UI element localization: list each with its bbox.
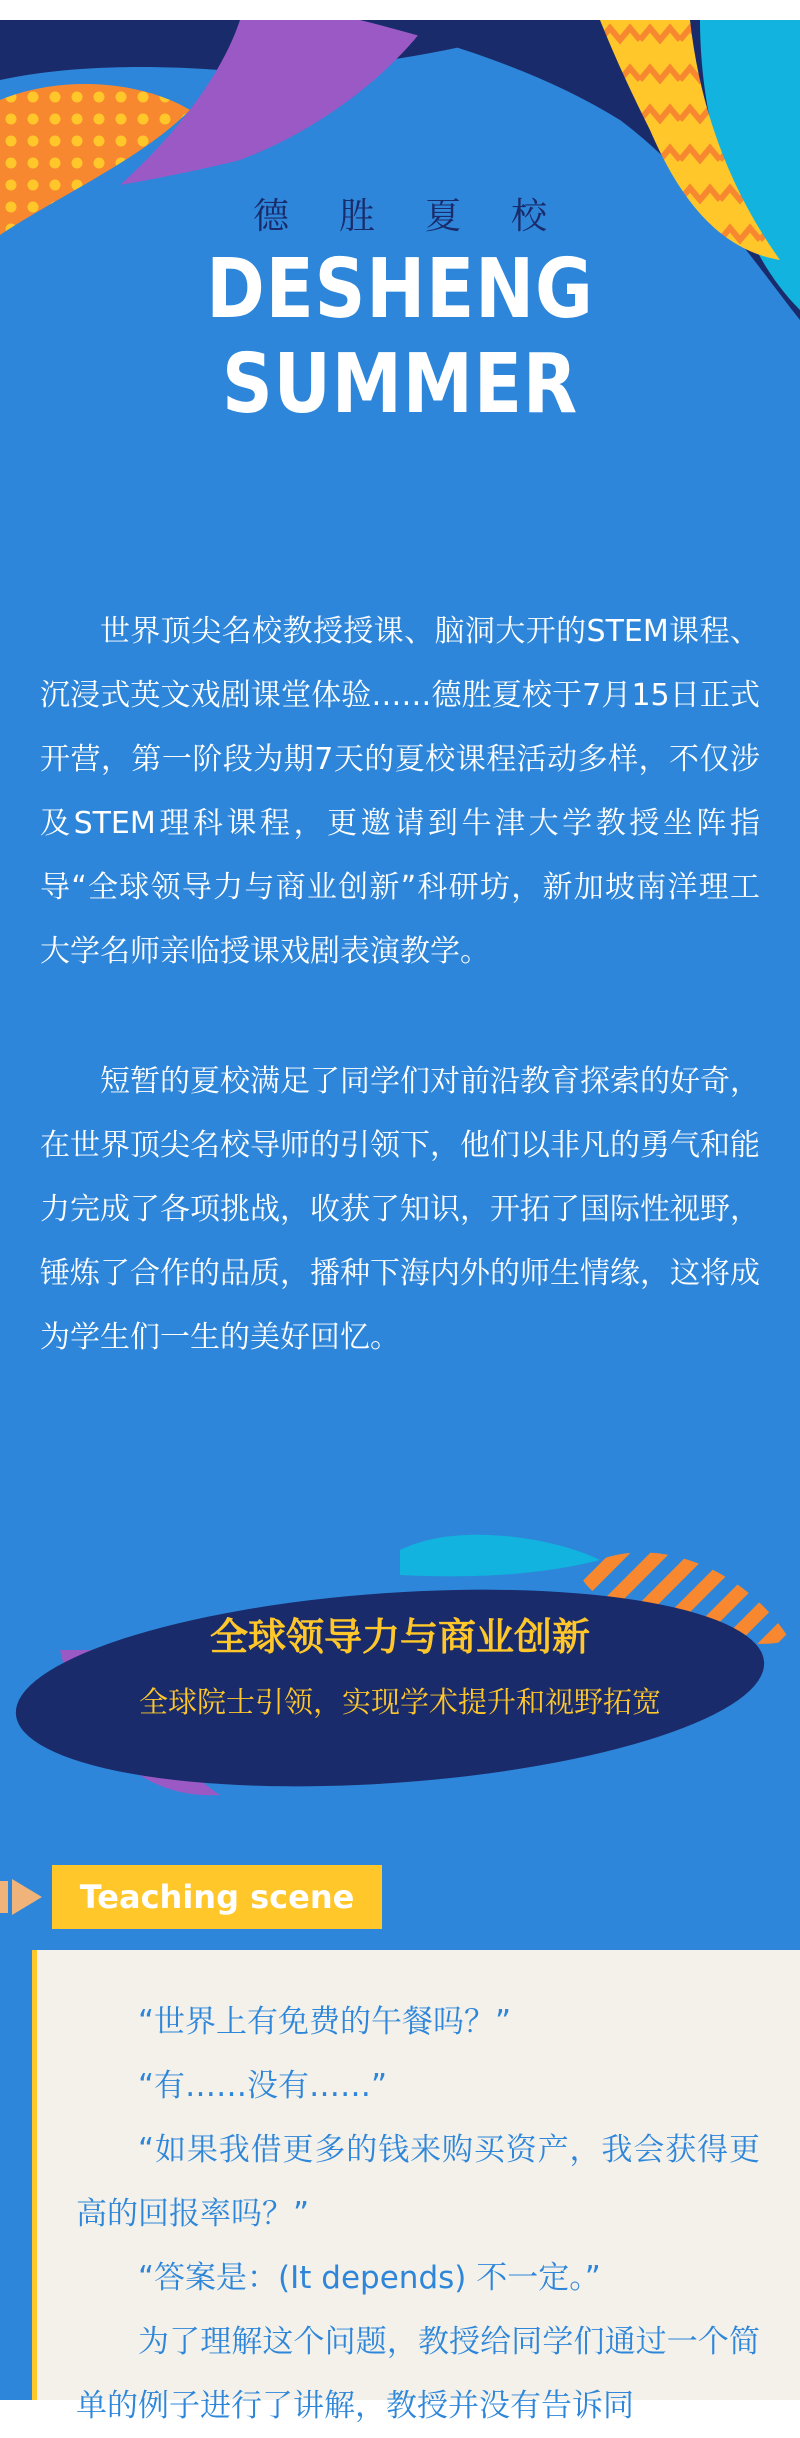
- dialogue-line-4: “答案是：(It depends) 不一定。”: [138, 2260, 601, 2296]
- dialogue-line-5: 为了理解这个问题，教授给同学们通过一个简单的例子进行了讲解，教授并没有告诉同: [76, 2324, 760, 2424]
- banner-decoration: [0, 1530, 800, 1810]
- play-arrow-icon: [0, 1877, 44, 1917]
- banner-title: 全球领导力与商业创新: [209, 1615, 590, 1659]
- header-title-cn: 德胜夏校: [252, 196, 597, 237]
- intro-paragraph-1: 世界顶尖名校教授授课、脑洞大开的STEM课程、沉浸式英文戏剧课堂体验……德胜夏校于7月15日正式开营，第一阶段为期7天的夏校课程活动多样，不仅涉及STEM理科课程，更邀请到牛津大学教授坐阵指导“全球领导力与商业创新”科研坊，新加坡南洋理工大学名师亲临授课戏剧表演教学。: [40, 614, 760, 969]
- banner-subtitle: 全球院士引领，实现学术提升和视野拓宽: [138, 1685, 661, 1719]
- dialogue-line-1: “世界上有免费的午餐吗？”: [138, 2004, 512, 2040]
- section-label: Teaching scene: [79, 1878, 355, 1916]
- intro-paragraph-2: 短暂的夏校满足了同学们对前沿教育探索的好奇，在世界顶尖名校导师的引领下，他们以非凡的勇气和能力完成了各项挑战，收获了知识，开拓了国际性视野，锤炼了合作的品质，播种下海内外的师生情缘，这将成为学生们一生的美好回忆。: [40, 1064, 760, 1355]
- dialogue-line-3: “如果我借更多的钱来购买资产，我会获得更高的回报率吗？”: [76, 2132, 760, 2232]
- dialogue-line-2: “有……没有……”: [138, 2068, 388, 2104]
- header-title-en: DESHENG SUMMER: [206, 242, 594, 432]
